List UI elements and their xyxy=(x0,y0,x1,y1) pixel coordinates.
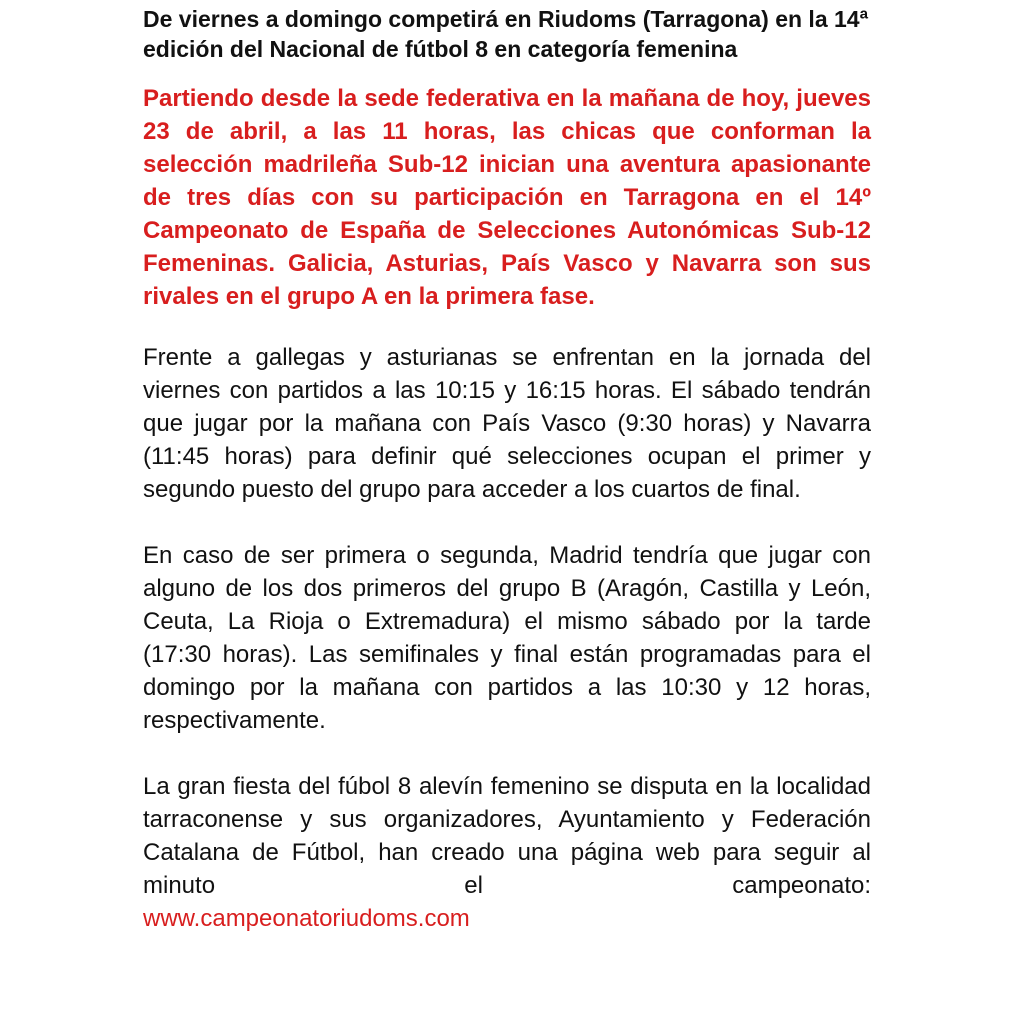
article-paragraph-2: En caso de ser primera o segunda, Madrid tendría que jugar con alguno de los dos primeros del grupo B (Aragón, Castilla y León, Ceuta, La Rioja o Extremadura) el mismo sábado por la tarde (17:30 horas). Las semifinales y final están programadas para el domingo por la mañana con partidos a las 10:30 y 12 horas, respectivamente. xyxy=(143,542,871,734)
article-paragraph-3-block xyxy=(143,770,871,935)
article-paragraph-3: La gran fiesta del fúbol 8 alevín femenino se disputa en la localidad tarraconense y sus organizadores, Ayuntamiento y Federación Catalana de Fútbol, han creado una página web para seguir al minuto el campeonato: xyxy=(143,773,871,899)
article xyxy=(143,4,871,935)
article-headline: De viernes a domingo competirá en Riudoms (Tarragona) en la 14ª edición del Nacional de fútbol 8 en categoría femenina xyxy=(143,6,869,62)
article-paragraph-1: Frente a gallegas y asturianas se enfrentan en la jornada del viernes con partidos a las 10:15 y 16:15 horas. El sábado tendrán que jugar por la mañana con País Vasco (9:30 horas) y Navarra (11:45 horas) para definir qué selecciones ocupan el primer y segundo puesto del grupo para acceder a los cuartos de final. xyxy=(143,344,871,503)
campeonato-website-link[interactable]: www.campeonatoriudoms.com xyxy=(143,905,470,932)
article-lead: Partiendo desde la sede federativa en la mañana de hoy, jueves 23 de abril, a las 11 horas, las chicas que conforman la selección madrileña Sub-12 inician una aventura apasionante de tres días con su participación en Tarragona en el 14º Campeonato de España de Selecciones Autonómicas Sub-12 Femeninas. Galicia, Asturias, País Vasco y Navarra son sus rivales en el grupo A en la primera fase. xyxy=(143,85,871,310)
